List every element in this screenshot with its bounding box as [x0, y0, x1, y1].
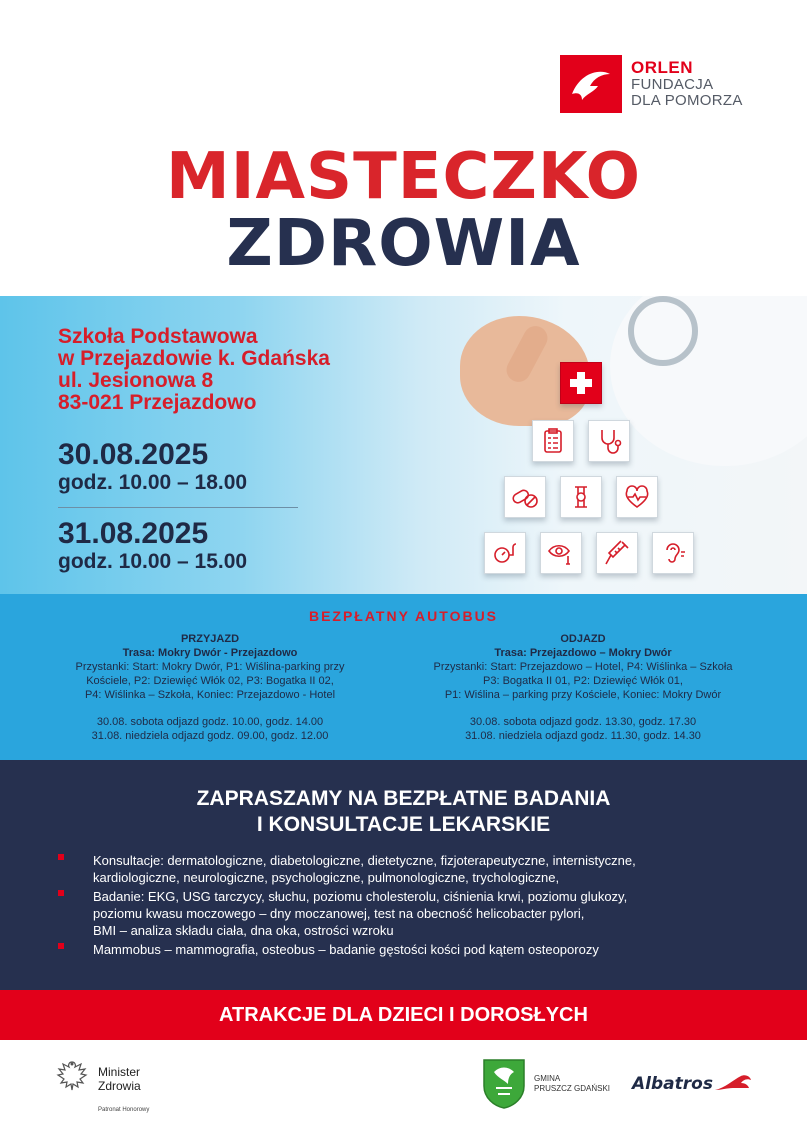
bus-departure — [413, 632, 753, 743]
footer-sponsors — [0, 1040, 807, 1141]
cross-icon — [560, 362, 602, 404]
bus-time-line: 30.08. sobota odjazd godz. 13.30, godz. 17.30 — [469, 716, 697, 728]
attractions-banner — [0, 990, 807, 1040]
title-line-1: MIASTECZKO — [166, 140, 641, 214]
event-address — [58, 326, 330, 414]
gmina-pruszcz-logo — [482, 1058, 610, 1110]
list-item — [58, 888, 758, 939]
bus-title: BEZPŁATNY AUTOBUS — [308, 608, 499, 624]
date-block-2 — [58, 518, 247, 574]
address-line: Szkoła Podstawowa — [58, 325, 258, 348]
bus-stops-line: P3: Bogatka II 01, P2: Dziewięć Włók 01, — [483, 675, 683, 687]
patronage-label: Patronat Honorowy — [98, 1107, 150, 1113]
bus-route: Trasa: Mokry Dwór - Przejazdowo — [122, 647, 298, 659]
invitation-title — [0, 786, 807, 838]
gmina-line-1: GMINA — [534, 1074, 561, 1083]
orlen-foundation-logo — [560, 55, 743, 113]
bus-route: Trasa: Przejazdowo – Mokry Dwór — [494, 647, 672, 659]
address-line: 83-021 Przejazdowo — [58, 391, 257, 414]
hero-section — [0, 296, 807, 594]
title-line-2: ZDROWIA — [226, 207, 581, 281]
invitation-title-line-2: I KONSULTACJE LEKARSKIE — [256, 813, 551, 836]
invitation-title-line-1: ZAPRASZAMY NA BEZPŁATNE BADANIA — [196, 787, 611, 810]
date-divider — [58, 507, 298, 508]
bus-heading: ODJAZD — [560, 633, 606, 645]
gmina-coat-of-arms-icon — [482, 1058, 526, 1110]
ministry-line-1: Minister — [98, 1065, 141, 1079]
list-item — [58, 852, 758, 886]
list-item-line: kardiologiczne, neurologiczne, psychologiczne, pulmonologiczne, trychologiczne, — [93, 870, 560, 885]
orlen-name: ORLEN — [631, 58, 693, 78]
albatros-bird-icon — [713, 1072, 753, 1096]
gmina-line-2: PRUSZCZ GDAŃSKI — [534, 1084, 611, 1093]
list-item-line: Badanie: EKG, USG tarczycy, słuchu, poziomu cholesterolu, ciśnienia krwi, poziomu glukozy, — [93, 889, 628, 904]
event-hours: godz. 10.00 – 18.00 — [58, 471, 248, 494]
bus-arrival — [40, 632, 380, 743]
bus-stops-line: Przystanki: Start: Mokry Dwór, P1: Wiślina-parking przy — [75, 661, 345, 673]
medical-cubes-illustration — [420, 296, 807, 594]
bullet-icon — [58, 890, 64, 896]
exam-list — [58, 852, 758, 960]
eye-exam-icon — [540, 532, 582, 574]
stethoscope-decoration — [628, 296, 698, 366]
bone-icon — [560, 476, 602, 518]
orlen-eagle-icon — [560, 55, 622, 113]
bus-stops-line: Kościele, P2: Dziewięć Włók 02, P3: Bogatka II 02, — [86, 675, 334, 687]
date-block-1 — [58, 439, 247, 495]
syringe-icon — [596, 532, 638, 574]
list-item — [58, 941, 758, 958]
albatros-logo — [632, 1072, 753, 1096]
blood-pressure-icon — [484, 532, 526, 574]
stethoscope-icon — [588, 420, 630, 462]
bus-stops-line: P1: Wiślina – parking przy Kościele, Koniec: Mokry Dwór — [444, 689, 722, 701]
bus-stops-line: P4: Wiślinka – Szkoła, Koniec: Przejazdowo - Hotel — [84, 689, 336, 701]
header — [0, 0, 807, 296]
ministry-of-health-logo — [54, 1058, 141, 1100]
list-item-line: Konsultacje: dermatologiczne, diabetologiczne, dietetyczne, fizjoterapeutyczne, internistyczne, — [93, 853, 636, 868]
event-date: 31.08.2025 — [58, 517, 209, 550]
ear-icon — [652, 532, 694, 574]
orlen-sub-2: DLA POMORZA — [631, 91, 743, 109]
ministry-line-2: Zdrowia — [98, 1079, 141, 1093]
bullet-icon — [58, 943, 64, 949]
polish-eagle-icon — [54, 1058, 90, 1100]
bus-stops-line: Przystanki: Start: Przejazdowo – Hotel, P4: Wiślinka – Szkoła — [433, 661, 733, 673]
invitation-section — [0, 760, 807, 990]
bus-time-line: 31.08. niedziela odjazd godz. 09.00, godz. 12.00 — [91, 730, 329, 742]
bus-time-line: 31.08. niedziela odjazd godz. 11.30, godz. 14.30 — [465, 730, 701, 742]
pills-icon — [504, 476, 546, 518]
event-hours: godz. 10.00 – 15.00 — [58, 550, 248, 573]
event-date: 30.08.2025 — [58, 438, 209, 471]
bullet-icon — [58, 854, 64, 860]
bus-heading: PRZYJAZD — [180, 633, 240, 645]
free-bus-section — [0, 594, 807, 760]
heartbeat-icon — [616, 476, 658, 518]
orlen-sub-1: FUNDACJA — [631, 76, 714, 94]
address-line: w Przejazdowie k. Gdańska — [58, 347, 330, 370]
list-item-line: BMI – analiza składu ciała, dna oka, ostrości wzroku — [93, 923, 394, 938]
list-item-line: Mammobus – mammografia, osteobus – badanie gęstości kości pod kątem osteoporozy — [93, 942, 599, 957]
address-line: ul. Jesionowa 8 — [58, 369, 214, 392]
clipboard-icon — [532, 420, 574, 462]
list-item-line: poziomu kwasu moczowego – dny moczanowej, test na obecność helicobacter pylori, — [93, 906, 585, 921]
bus-time-line: 30.08. sobota odjazd godz. 10.00, godz. 14.00 — [96, 716, 324, 728]
albatros-name: Albatros — [632, 1074, 713, 1094]
attractions-text: ATRAKCJE DLA DZIECI I DOROSŁYCH — [219, 1004, 588, 1026]
